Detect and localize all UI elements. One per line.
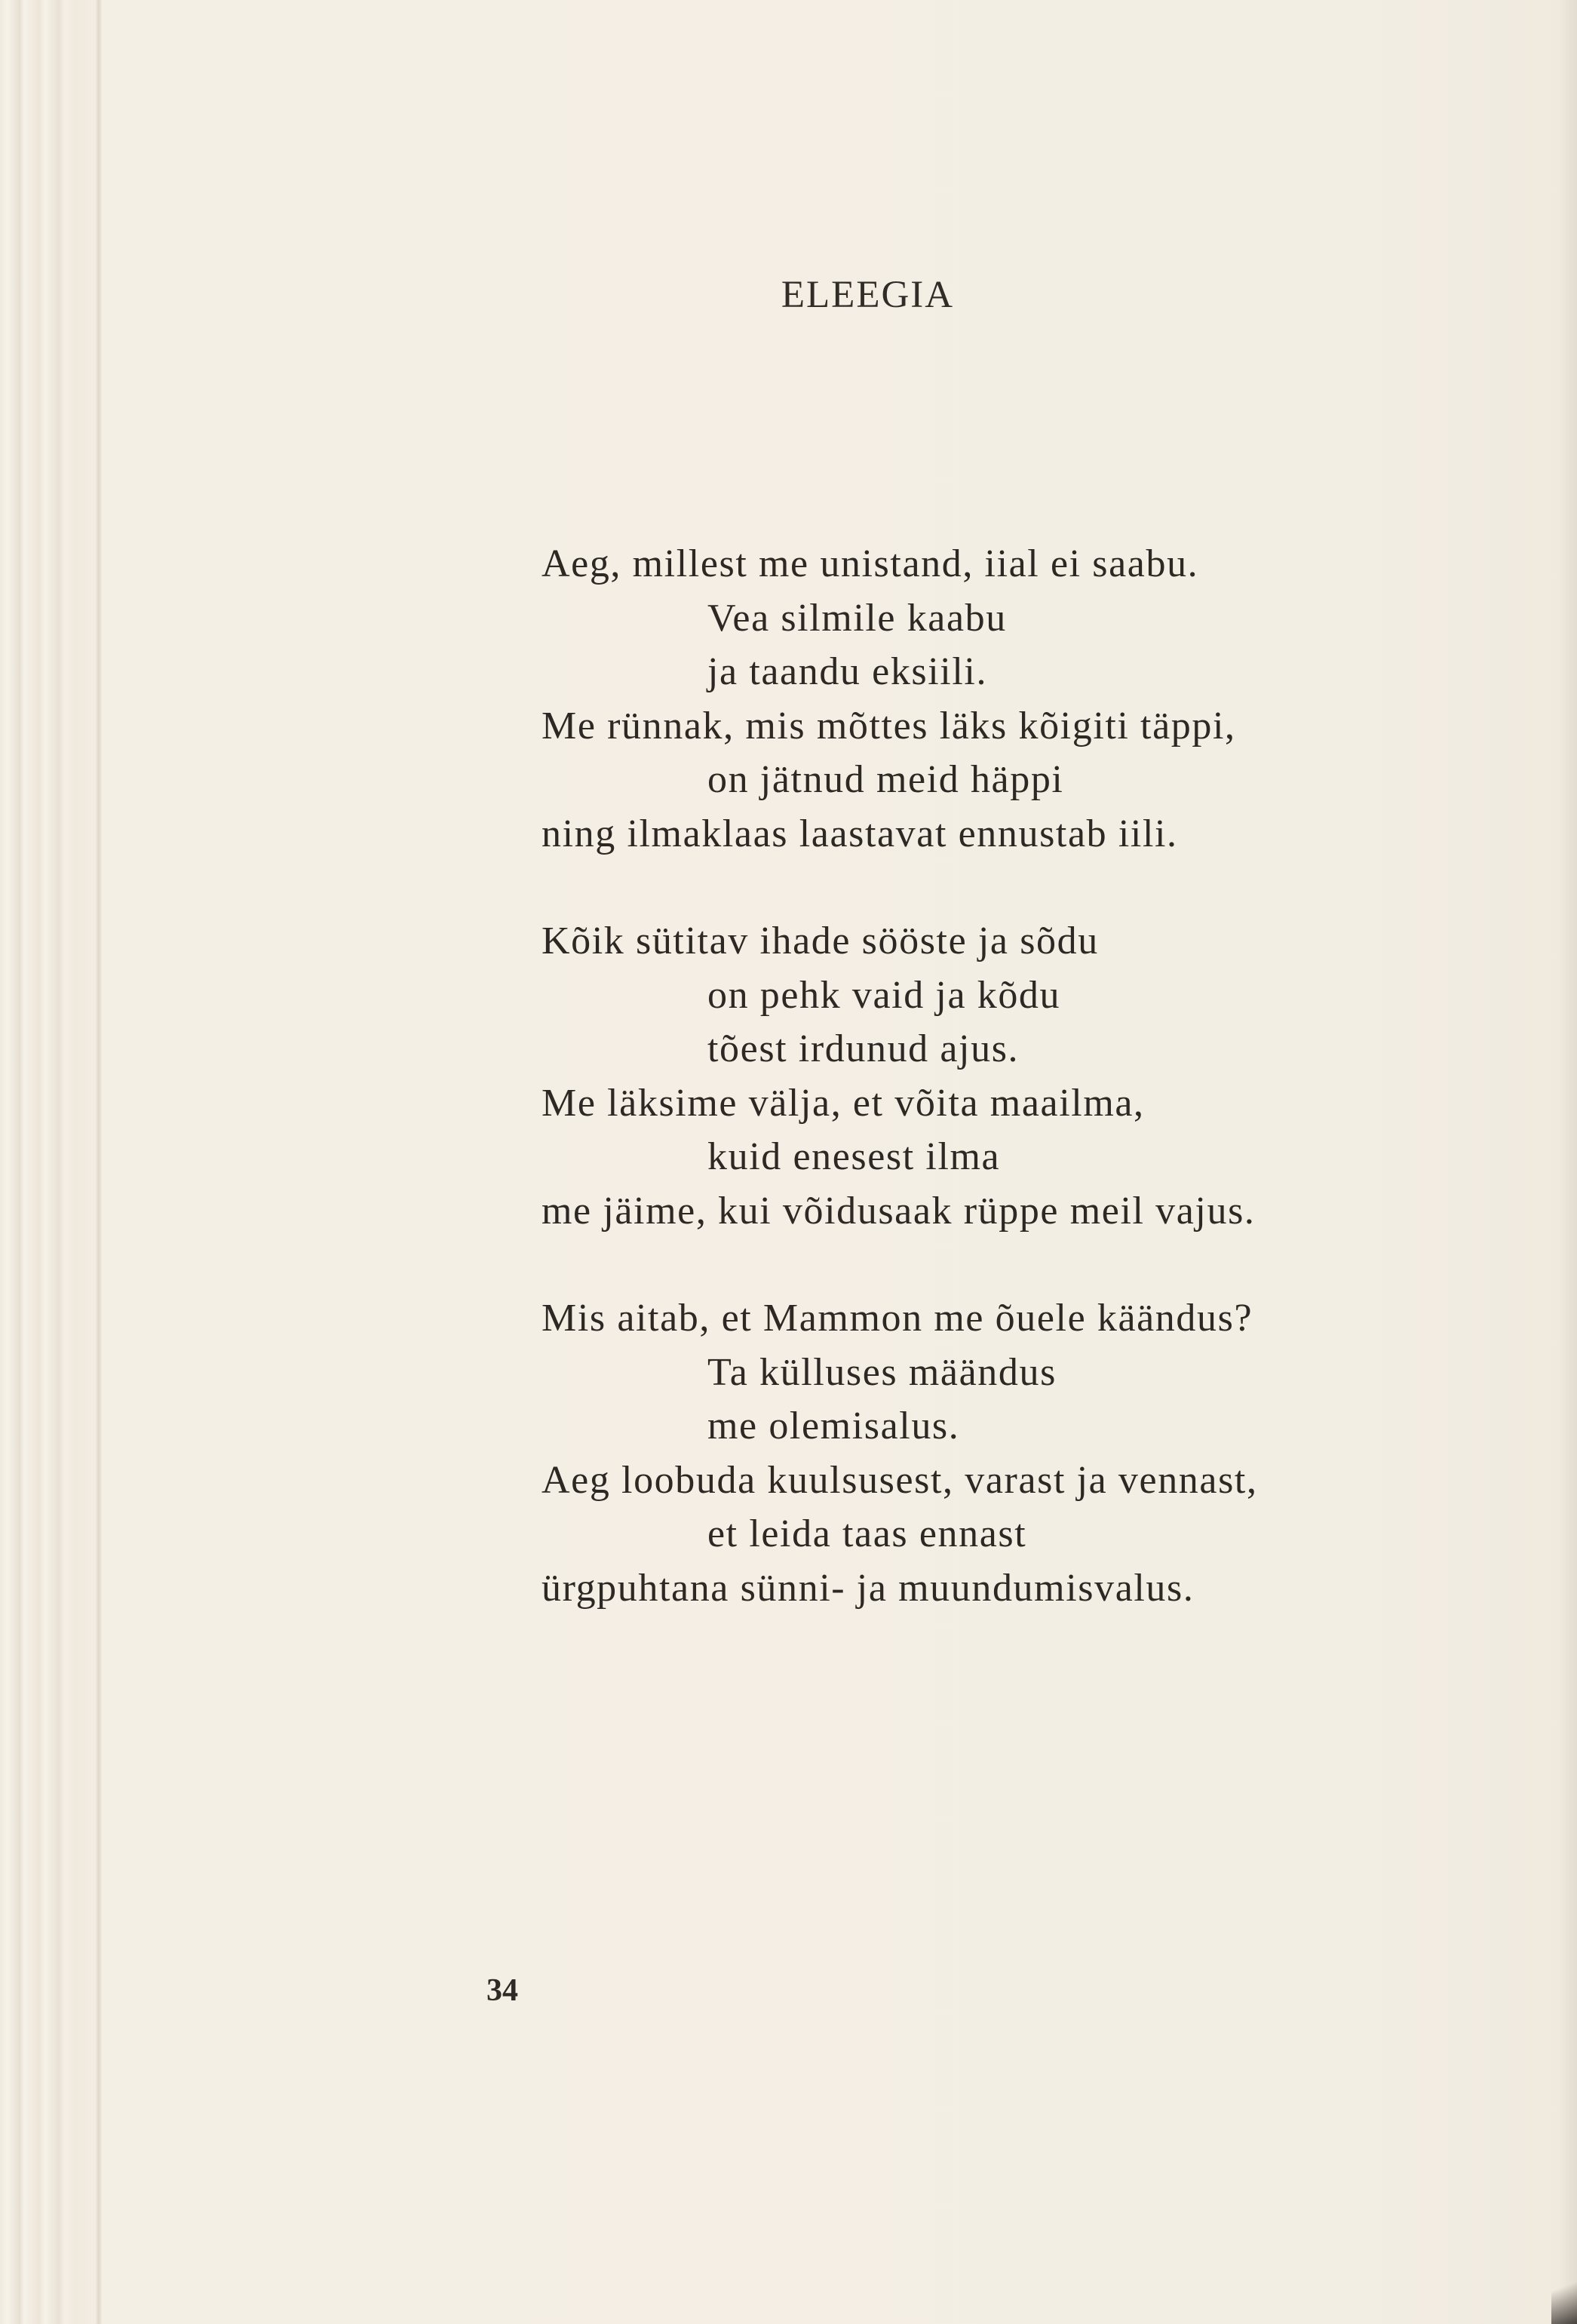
poem-body	[542, 537, 1492, 1669]
poem-title: ELEEGIA	[781, 274, 955, 316]
poem-line: tõest irdunud ajus.	[707, 1027, 1020, 1070]
poem-line: on pehk vaid ja kõdu	[707, 973, 1061, 1017]
poem-line: Mis aitab, et Mammon me õuele käändus?	[542, 1297, 1253, 1340]
poem-line: Kõik sütitav ihade sööste ja sõdu	[542, 919, 1099, 962]
poem-line: me olemisalus.	[707, 1405, 960, 1448]
poem-line: Me läksime välja, et võita maailma,	[542, 1081, 1145, 1125]
poem-line: Me rünnak, mis mõttes läks kõigiti täppi,	[542, 704, 1236, 748]
poem-line: on jätnud meid häppi	[707, 758, 1064, 801]
page-corner-shadow	[1551, 2256, 1577, 2324]
poem-line: me jäime, kui võidusaak rüppe meil vajus.	[542, 1189, 1256, 1233]
stanza	[542, 914, 1492, 1238]
poem-line: Ta külluses määndus	[707, 1350, 1057, 1394]
poem-line: ürgpuhtana sünni- ja muundumisvalus.	[542, 1566, 1195, 1610]
poem-line: Aeg, millest me unistand, iial ei saabu.	[542, 542, 1199, 585]
page-number: 34	[486, 1973, 518, 2008]
poem-line: Aeg loobuda kuulsusest, varast ja vennast,	[542, 1458, 1258, 1502]
page-right-shadow	[1559, 0, 1577, 2324]
poem-line: Vea silmile kaabu	[707, 596, 1007, 640]
stanza	[542, 1291, 1492, 1615]
poem-line: kuid enesest ilma	[707, 1135, 1001, 1178]
poem-line: ning ilmaklaas laastavat ennustab iili.	[542, 812, 1178, 855]
poem-line: ja taandu eksiili.	[707, 650, 988, 693]
page-deckle-edge	[0, 0, 98, 2324]
stanza	[542, 537, 1492, 861]
poem-line: et leida taas ennast	[707, 1512, 1027, 1555]
